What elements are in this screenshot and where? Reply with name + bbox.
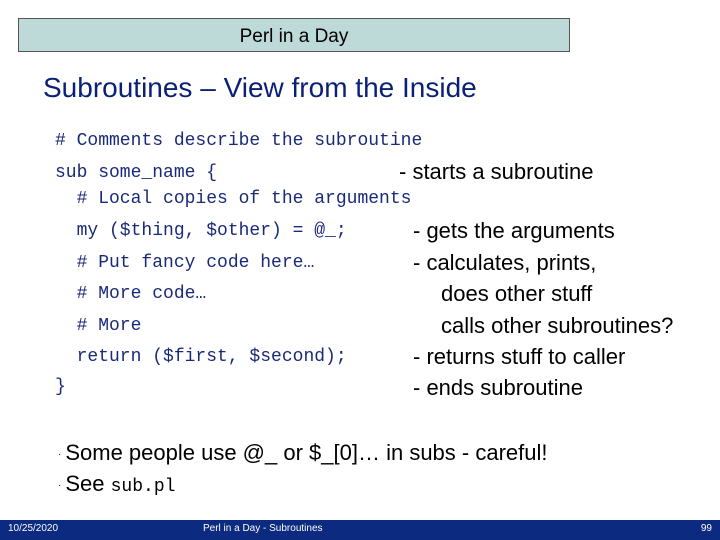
- annotation: - returns stuff to caller: [413, 344, 626, 369]
- code-line: # Comments describe the subroutine: [55, 131, 423, 151]
- bullet-dot: ·: [58, 448, 62, 460]
- header-bar: [18, 18, 570, 52]
- code-line: # Put fancy code here…: [55, 253, 315, 273]
- annotation: does other stuff: [441, 281, 593, 306]
- code-line: # More code…: [55, 284, 207, 304]
- bullet-dot: ·: [58, 479, 62, 491]
- code-line: }: [55, 377, 66, 397]
- annotation: - calculates, prints,: [413, 250, 597, 275]
- footer-bar: [0, 520, 720, 540]
- annotation: - ends subroutine: [413, 375, 583, 400]
- bullet-text: See: [65, 471, 111, 496]
- code-line: sub some_name {: [55, 163, 218, 183]
- slide-title: Subroutines – View from the Inside: [43, 72, 477, 103]
- bullet-item: [58, 440, 548, 466]
- bullet-text: Some people use @_ or $_[0]… in subs - careful!: [65, 440, 548, 465]
- code-line: return ($first, $second);: [55, 347, 347, 367]
- annotation: - starts a subroutine: [399, 159, 594, 184]
- annotation: - gets the arguments: [413, 218, 615, 243]
- page-number: 99: [700, 523, 712, 534]
- footer-date: 10/25/2020: [8, 523, 59, 534]
- header-title: Perl in a Day: [239, 26, 349, 47]
- code-line: # Local copies of the arguments: [55, 189, 412, 209]
- footer-title: Perl in a Day - Subroutines: [203, 523, 323, 534]
- bullet-code: sub.pl: [110, 477, 176, 497]
- bullet-item: [58, 471, 175, 497]
- code-line: # More: [55, 316, 142, 336]
- annotation: calls other subroutines?: [441, 313, 674, 338]
- code-line: my ($thing, $other) = @_;: [55, 221, 347, 241]
